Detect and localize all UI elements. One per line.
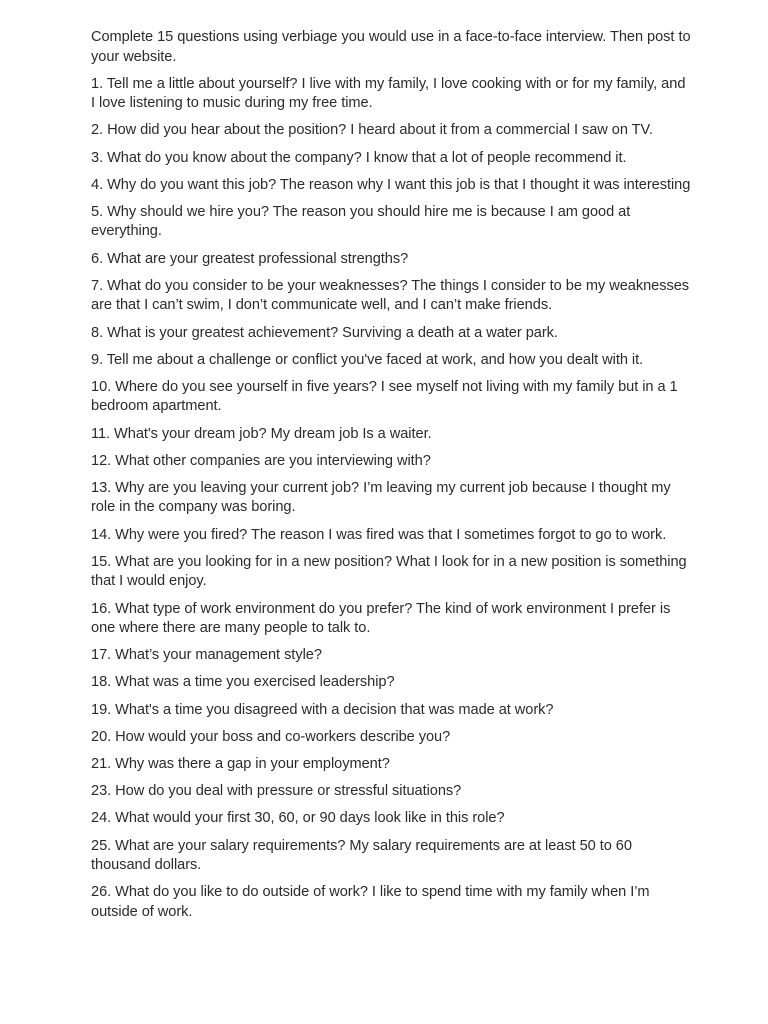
question-12: 12. What other companies are you interviewing with? — [91, 452, 431, 469]
intro-paragraph: Complete 15 questions using verbiage you would use in a face-to-face interview. Then post to your website. — [91, 29, 691, 65]
question-18: 18. What was a time you exercised leadership? — [91, 674, 395, 691]
question-11: 11. What's your dream job? My dream job Is a waiter. — [91, 425, 432, 442]
question-15: 15. What are you looking for in a new position? What I look for in a new position is something that I would enjoy. — [91, 553, 687, 590]
question-19: 19. What's a time you disagreed with a decision that was made at work? — [91, 701, 554, 718]
question-4: 4. Why do you want this job? The reason why I want this job is that I thought it was interesting — [91, 176, 691, 193]
document-body — [91, 28, 691, 930]
question-10: 10. Where do you see yourself in five years? I see myself not living with my family but in a 1 bedroom apartment. — [91, 378, 678, 415]
question-8: 8. What is your greatest achievement? Surviving a death at a water park. — [91, 324, 558, 341]
question-6: 6. What are your greatest professional strengths? — [91, 250, 409, 267]
question-24: 24. What would your first 30, 60, or 90 days look like in this role? — [91, 810, 505, 827]
question-21: 21. Why was there a gap in your employment? — [91, 755, 390, 772]
question-23: 23. How do you deal with pressure or stressful situations? — [91, 783, 462, 800]
question-3: 3. What do you know about the company? I know that a lot of people recommend it. — [91, 149, 627, 166]
question-26: 26. What do you like to do outside of work? I like to spend time with my family when I’m outside of work. — [91, 884, 650, 920]
question-9: 9. Tell me about a challenge or conflict you've faced at work, and how you dealt with it. — [91, 351, 644, 368]
question-7: 7. What do you consider to be your weaknesses? The things I consider to be my weaknesses are that I can’t swim, I don’t communicate well, and I can’t make friends. — [91, 277, 690, 314]
question-25: 25. What are your salary requirements? My salary requirements are at least 50 to 60 thousand dollars. — [91, 837, 632, 873]
question-5: 5. Why should we hire you? The reason you should hire me is because I am good at everything. — [91, 203, 631, 240]
question-16: 16. What type of work environment do you prefer? The kind of work environment I prefer is one where there are many people to talk to. — [91, 600, 671, 636]
question-14: 14. Why were you fired? The reason I was fired was that I sometimes forgot to go to work. — [91, 526, 667, 543]
question-13: 13. Why are you leaving your current job? I’m leaving my current job because I thought my role in the company was boring. — [91, 479, 671, 516]
question-17: 17. What’s your management style? — [91, 647, 322, 664]
question-1: 1. Tell me a little about yourself? I live with my family, I love cooking with or for my family, and I love listening to music during my free time. — [91, 75, 686, 112]
question-2: 2. How did you hear about the position? I heard about it from a commercial I saw on TV. — [91, 122, 653, 139]
question-20: 20. How would your boss and co-workers describe you? — [91, 728, 451, 745]
